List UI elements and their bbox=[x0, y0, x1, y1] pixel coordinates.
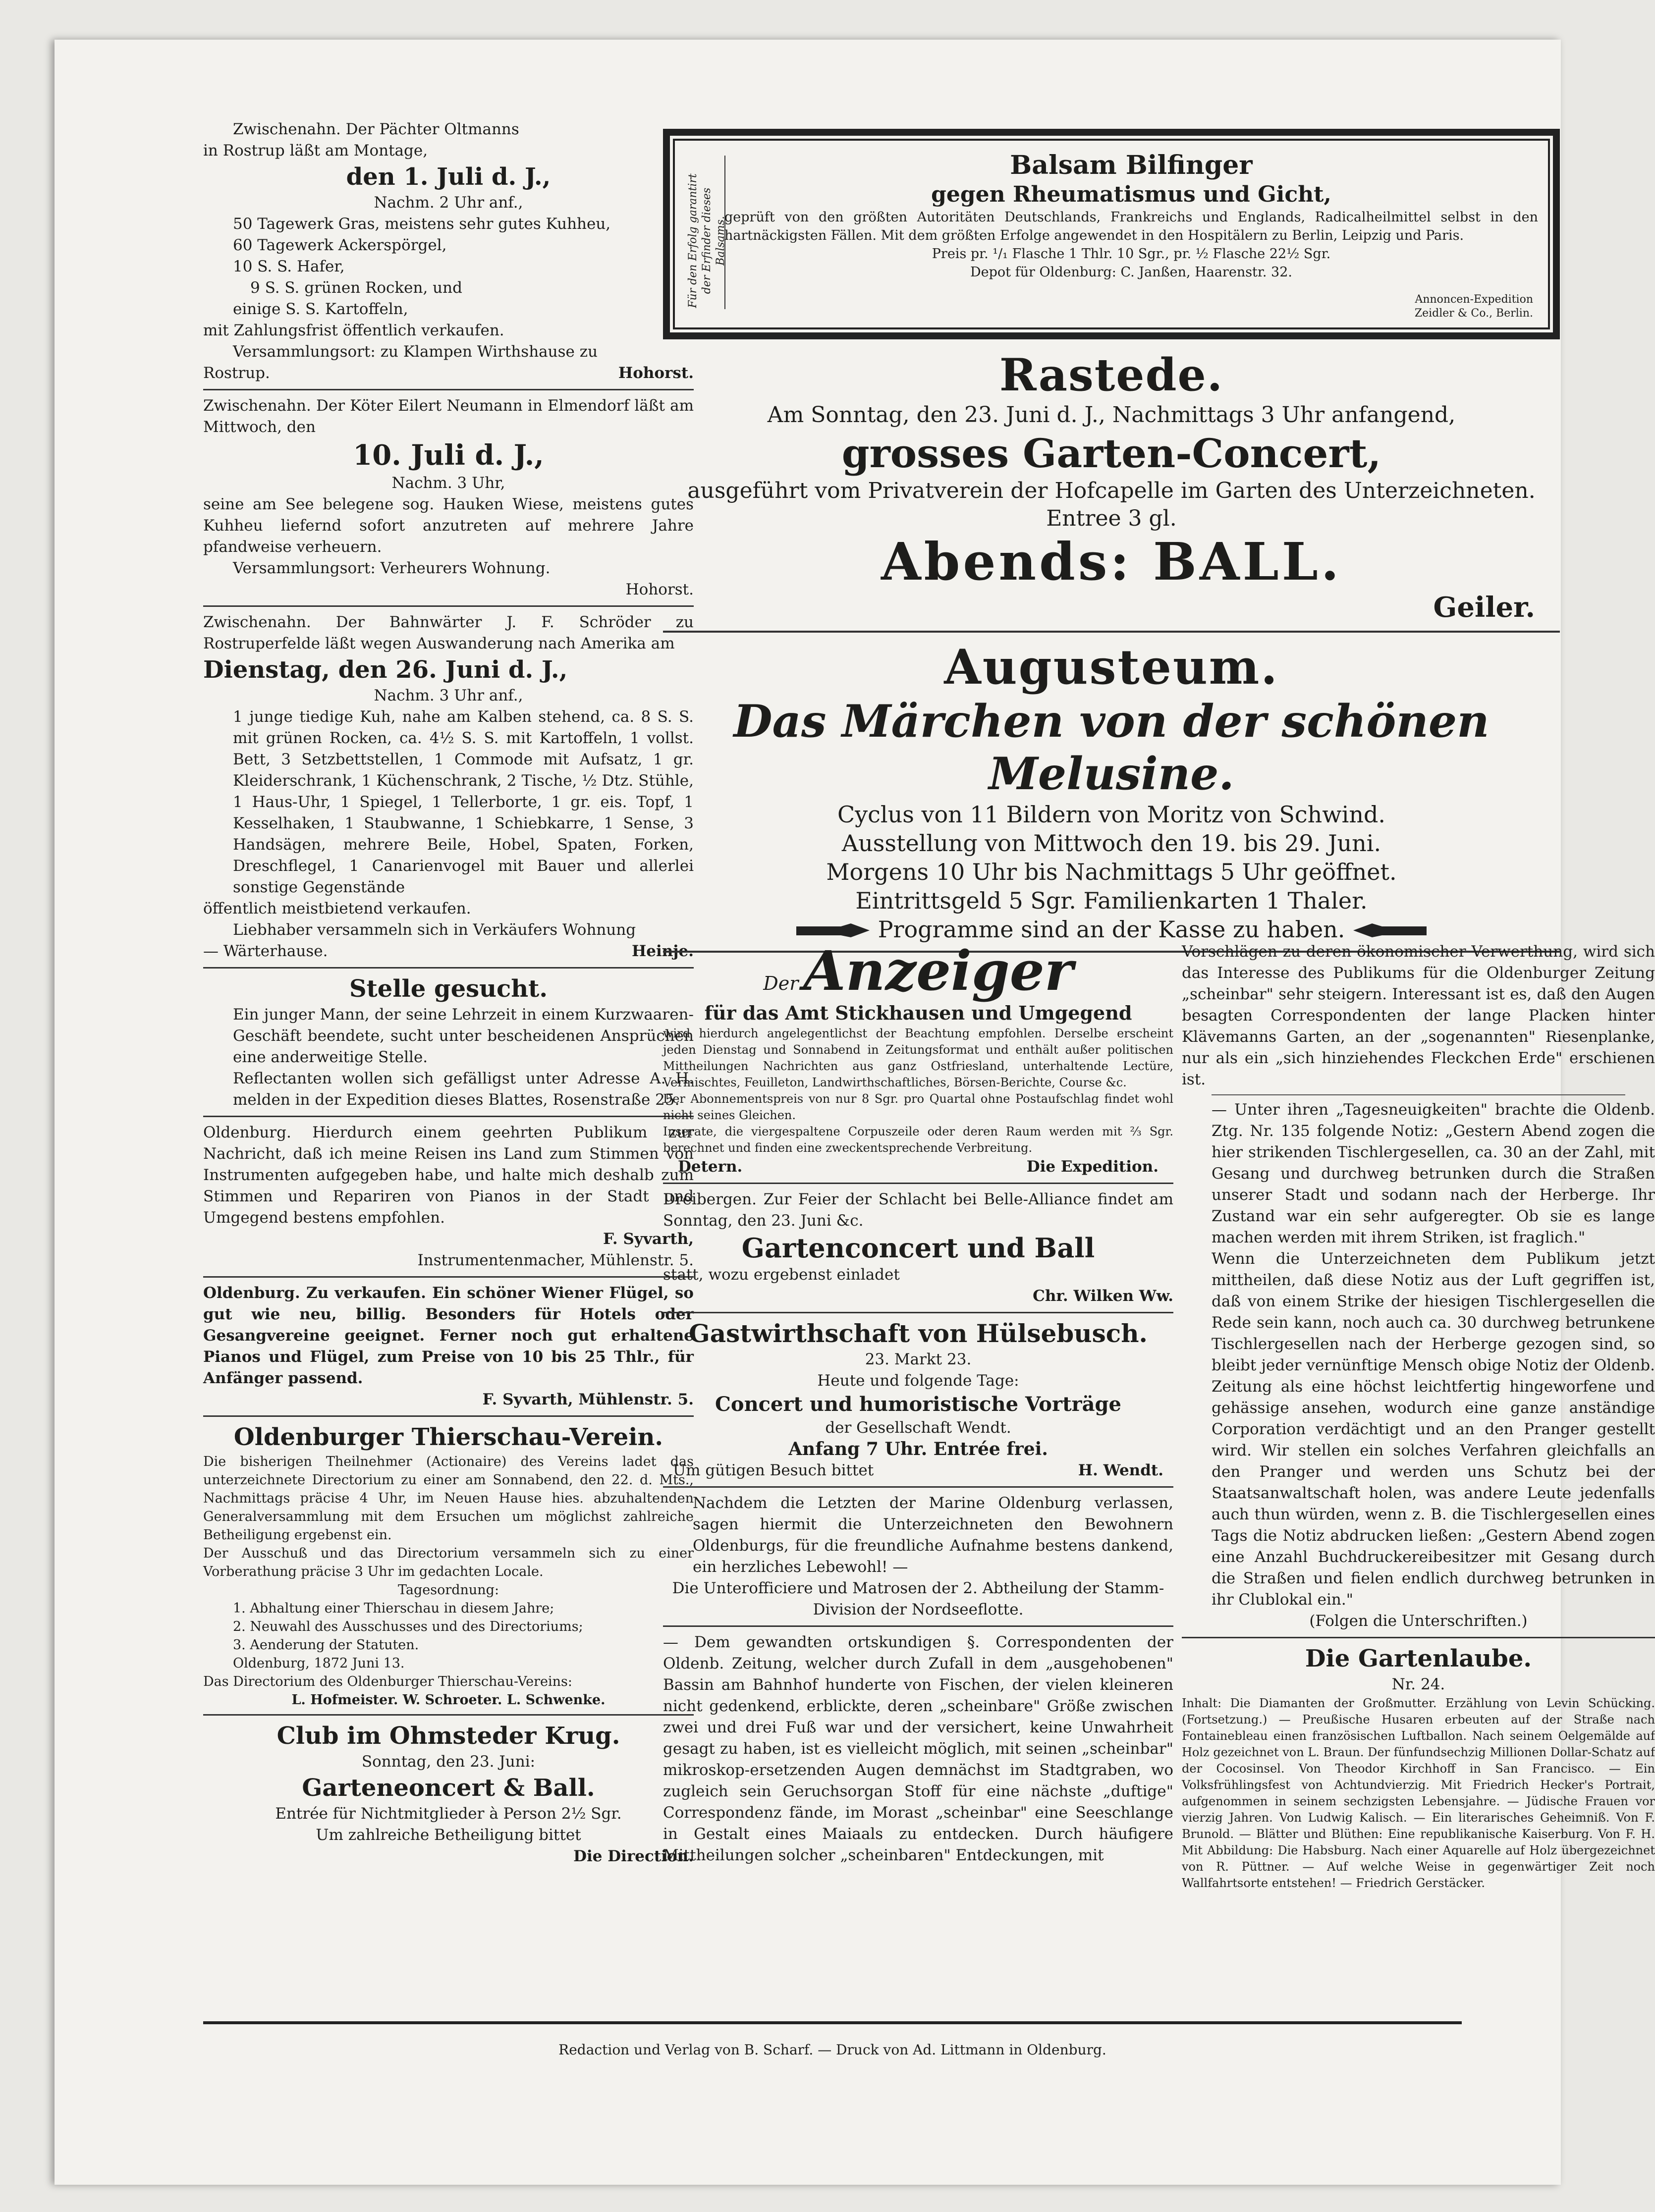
piano-tuner bbox=[203, 1122, 694, 1271]
signature: F. Syvarth, Mühlenstr. 5. bbox=[482, 1391, 694, 1408]
signature: Chr. Wilken Ww. bbox=[1033, 1287, 1173, 1305]
concert-title: grosses Garten-Concert, bbox=[841, 430, 1381, 477]
right-column bbox=[1182, 941, 1655, 1891]
text-body: Inserate, die viergespaltene Corpuszeile oder deren Raum werden mit ⅔ Sgr. berechnet und finden eine zweckentsprechende Verbreitung. bbox=[663, 1125, 1173, 1155]
item-list: 1 junge tiedige Kuh, nahe am Kalben stehend, ca. 8 S. S. mit grünen Rocken, ca. 4½ S. S. mit Kartoffeln, 1 vollst. Bett, 3 Setzbettstellen, 1 Commode mit Aufsatz, 1 gr. Kleiderschrank, 1 Küchenschrank, 2 Tische, ½ Dtz. Stühle, 1 Haus-Uhr, 1 Spiegel, 1 Tellerborte, 1 gr. eis. Topf, 1 Kesselhaken, 1 Staubwanne, 1 Schiebkarre, 1 Sense, 3 Handsägen, mehrere Beile, Hobel, Spaten, Forken, Dreschflegel, 1 Canarienvogel mit Bauer und allerlei sonstige Gegenstände bbox=[233, 708, 694, 896]
text-line: Zwischenahn. Der Pächter Oltmanns bbox=[233, 120, 519, 138]
footer-rule bbox=[203, 2021, 1462, 2024]
signature: H. Wendt. bbox=[1078, 1461, 1163, 1479]
augusteum-ad bbox=[663, 640, 1560, 944]
footer bbox=[203, 2021, 1462, 2060]
notice-text: — Unter ihren „Tagesneuigkeiten" brachte die Oldenb. Ztg. Nr. 135 folgende Notiz: „Gestern Abend zogen die hier strikenden Tischlergesellen, ca. 30 an der Zahl, mit Gesang und durchweg betrunken durch die Straßen unserer Stadt und sodann nach der Herberge. Ihr Zustand war ein sehr aufgeregter. Ob sie es lange machen werden mit ihrem Striken, ist fraglich." bbox=[1212, 1101, 1655, 1246]
item: 10 S. S. Hafer, bbox=[233, 258, 345, 275]
agenda-item: 3. Aenderung der Statuten. bbox=[233, 1637, 419, 1653]
auction-neumann bbox=[203, 395, 694, 600]
newspaper-page bbox=[55, 40, 1655, 2185]
middle-column bbox=[663, 941, 1173, 1866]
sign-line bbox=[663, 1156, 1173, 1178]
entree: Entree 3 gl. bbox=[1046, 506, 1177, 531]
issue-number: Nr. 24. bbox=[1391, 1675, 1445, 1693]
sign-line bbox=[203, 363, 694, 384]
rastede-ad bbox=[663, 349, 1560, 624]
separator bbox=[203, 1276, 694, 1278]
text-body: geprüft von den größten Autoritäten Deutschlands, Frankreichs und Englands, Radicalheilmittel selbst in den hartnäckigsten Fällen. Mit dem größten Erfolge angewendet in den Hospitälern zu Berlin, Leipzig und Paris. bbox=[724, 210, 1538, 243]
date-line: Oldenburg, 1872 Juni 13. bbox=[233, 1656, 405, 1671]
separator bbox=[203, 1415, 694, 1417]
separator bbox=[203, 389, 694, 390]
balsam-ad-box bbox=[663, 129, 1560, 339]
marine-farewell bbox=[663, 1493, 1173, 1620]
ball-title: Abends: BALL. bbox=[881, 531, 1342, 592]
auction-time: Nachm. 3 Uhr anf., bbox=[374, 687, 523, 704]
text-line: ausgeführt vom Privatverein der Hofcapelle im Garten des Unterzeichneten. bbox=[687, 478, 1536, 503]
separator bbox=[663, 1486, 1173, 1488]
text-line: Versammlungsort: zu Klampen Wirthshause zu bbox=[233, 343, 598, 361]
auction-time: Nachm. 3 Uhr, bbox=[391, 474, 505, 492]
ad-title: Augusteum. bbox=[944, 639, 1279, 695]
belle-alliance-ad bbox=[663, 1189, 1173, 1307]
signature: Die Expedition. bbox=[1026, 1158, 1158, 1176]
separator bbox=[1182, 1637, 1655, 1638]
piano-sale bbox=[203, 1283, 694, 1410]
auction-date: Dienstag, den 26. Juni d. J., bbox=[203, 656, 568, 684]
text-line: statt, wozu ergebenst einladet bbox=[663, 1266, 900, 1284]
signature: Geiler. bbox=[1433, 591, 1535, 624]
separator bbox=[663, 1183, 1173, 1184]
text-body: Nachdem die Letzten der Marine Oldenburg verlassen, sagen hiermit die Unterzeichneten den Bewohnern Oldenburgs, für die freundliche Aufnahme bestens dankend, ein herzliches Lebewohl! — bbox=[693, 1494, 1173, 1576]
ad-title: Gastwirthschaft von Hülsebusch. bbox=[689, 1319, 1148, 1348]
anzeiger-der: Der bbox=[763, 972, 799, 994]
event-title: Concert und humoristische Vorträge bbox=[715, 1393, 1121, 1416]
subtitle: Sonntag, den 23. Juni: bbox=[361, 1753, 536, 1771]
auction-time: Nachm. 2 Uhr anf., bbox=[374, 194, 523, 212]
imprint: Redaction und Verlag von B. Scharf. — Druck von Ad. Littmann in Oldenburg. bbox=[558, 2042, 1106, 2058]
text-body: Ein junger Mann, der seine Lehrzeit in einem Kurzwaaren-Geschäft beendete, sucht unter bescheidenen Ansprüchen eine anderweitige Stelle. bbox=[233, 1006, 694, 1066]
signature: Hohorst. bbox=[618, 364, 694, 382]
signature: Hohorst. bbox=[625, 581, 694, 598]
event-title: Gartenconcert und Ball bbox=[741, 1232, 1095, 1264]
text-line: Liebhaber versammeln sich in Verkäufers Wohnung bbox=[233, 921, 636, 939]
article-text: Vorschlägen zu deren ökonomischer Verwerthung, wird sich das Interesse des Publikums für die Oldenburger Zeitung „scheinbar" sehr steigern. Interessant ist es, daß den Augen besagten Correspondenten der lange Placken hinter Klävemanns Garten, an der „sogenannten" Riesenplanke, nur als ein „sich hinziehendes Fleckchen Erde" erschienen ist. bbox=[1182, 943, 1655, 1088]
signature-detail: Instrumentenmacher, Mühlenstr. 5. bbox=[417, 1251, 694, 1269]
text-line: der Gesellschaft Wendt. bbox=[825, 1419, 1011, 1437]
text-body: Dreibergen. Zur Feier der Schlacht bei Belle-Alliance findet am Sonntag, den 23. Juni &c. bbox=[663, 1190, 1173, 1230]
text-body: Die bisherigen Theilnehmer (Actionaire) des Vereins ladet das unterzeichnete Directorium zu einer am Sonnabend, den 22. d. Mts., Nachmittags präcise 4 Uhr, im Neuen Hause hies. abzuhaltenden Generalversammlung mit dem Ersuchen um möglichst zahlreiche Betheiligung ergebenst ein. bbox=[203, 1454, 694, 1543]
text-body: Reflectanten wollen sich gefälligst unter Adresse A. H. melden in der Expedition dieses Blattes, Rosenstraße 25. bbox=[233, 1070, 694, 1109]
balsam-side-note bbox=[687, 156, 727, 309]
ad-title: Oldenburger Thierschau-Verein. bbox=[233, 1423, 663, 1451]
text-line: öffentlich meistbietend verkaufen. bbox=[203, 900, 471, 917]
price: Preis pr. ¹/₁ Flasche 1 Thlr. 10 Sgr., pr. ½ Flasche 22½ Sgr. bbox=[932, 246, 1331, 262]
separator bbox=[1212, 1094, 1625, 1095]
pointing-hand-right-icon bbox=[796, 922, 871, 940]
agency-line: Zeidler & Co., Berlin. bbox=[1414, 307, 1533, 320]
signature: Heinje. bbox=[631, 942, 694, 960]
text-line: Um zahlreiche Betheiligung bittet bbox=[316, 1826, 581, 1844]
text-body: seine am See belegene sog. Hauken Wiese, meistens gutes Kuhheu liefernd sofort anzutreten auf mehrere Jahre pfandweise verheuern. bbox=[203, 495, 694, 556]
text-body: Der Abonnementspreis von nur 8 Sgr. pro Quartal ohne Postaufschlag findet wohl nicht seines Gleichen. bbox=[663, 1092, 1173, 1122]
text-line: Morgens 10 Uhr bis Nachmittags 5 Uhr geöffnet. bbox=[826, 859, 1397, 885]
auction-schroeder bbox=[203, 612, 694, 962]
balsam-ad-content bbox=[724, 150, 1538, 281]
place: Rostrup. bbox=[203, 364, 270, 382]
exhibition-title: Das Märchen von der schönen Melusine. bbox=[733, 695, 1490, 800]
text-line: mit Zahlungsfrist öffentlich verkaufen. bbox=[203, 322, 504, 339]
agency-line: Annoncen-Expedition bbox=[1415, 293, 1533, 306]
text-body: Zwischenahn. Der Köter Eilert Neumann in Elmendorf läßt am Mittwoch, den bbox=[203, 397, 694, 436]
subtitle: 23. Markt 23. bbox=[865, 1350, 972, 1368]
text-body: wird hierdurch angelegentlichst der Beachtung empfohlen. Derselbe erscheint jeden Dienstag und Sonnabend in Zeitungsformat und enthält außer politischen Mittheilungen Nachrichten aus ganz Ostfriesland, unterhaltende Lectüre, Vermischtes, Feuilleton, Landwirthschaftliches, Börsen-Berichte, Course &c. bbox=[663, 1026, 1173, 1089]
signature: Die Unterofficiere und Matrosen der 2. Abtheilung der Stamm-Division der Nordseeflotte. bbox=[672, 1579, 1164, 1619]
text-body: Inhalt: Die Diamanten der Großmutter. Erzählung von Levin Schücking. (Fortsetzung.) — Preußische Husaren erbeuten auf der Straße nach Fontainebleau einen französischen Luftballon. Nach seinem Oelgemälde auf Holz gezeichnet von L. Braun. Der fünfundsechzig Millionen Dollar-Schatz auf der Cocosinsel. Von Theodor Kirchhoff in San Francisco. — Ein Volksfrühlingsfest von Achtundvierzig. Mit Friedrich Hecker's Portrait, aufgenommen in seinem sechzigsten Lebensjahre. — Jüdische Frauen vor vierzig Jahren. Von Ludwig Kalisch. — Ein literarisches Geheimniß. Von F. Brunold. — Blätter und Blüthen: Eine republikanische Kaiserburg. Von F. H. Mit Abbildung: Die Habsburg. Nach einer Aquarelle auf Holz übergezeichnet von R. Püttner. — Auf welche Weise in gegenwärtiger Zeit noch Wallfahrtsorte entstehen! — Friedrich Gerstäcker. bbox=[1182, 1696, 1655, 1890]
ad-title: Stelle gesucht. bbox=[349, 975, 548, 1003]
job-wanted bbox=[203, 973, 694, 1111]
separator bbox=[203, 967, 694, 969]
top-right-section bbox=[663, 129, 1560, 960]
event-title: Garteneoncert & Ball. bbox=[302, 1774, 595, 1802]
text-line: Um gütigen Besuch bittet bbox=[673, 1461, 874, 1479]
auction-oltmanns bbox=[203, 119, 694, 384]
text-line: Das Directorium des Oldenburger Thierschau-Vereins: bbox=[203, 1674, 572, 1689]
separator bbox=[663, 1625, 1173, 1627]
place: Detern. bbox=[678, 1158, 743, 1176]
agency-note bbox=[1415, 293, 1533, 321]
agenda-title: Tagesordnung: bbox=[397, 1582, 499, 1598]
text-line: in Rostrup läßt am Montage, bbox=[203, 142, 428, 160]
text-line: Am Sonntag, den 23. Juni d. J., Nachmittags 3 Uhr anfangend, bbox=[767, 402, 1456, 428]
separator bbox=[663, 1312, 1173, 1313]
notice-text: Wenn die Unterzeichneten dem Publikum jetzt mittheilen, daß diese Notiz aus der Luft gegriffen ist, daß von einem Strike der hiesigen Tischlergesellen die Rede sein kann, noch auch ca. 30 durchweg betrunkene Tischlergesellen nach der Herberge gezogen sind, so bleibt jeder vernünftige Mensch obige Notiz der Oldenb. Zeitung als eine höchst leichtfertig hingeworfene und gehässige ansehen, wodurch eine ganze anständige Corporation verdächtigt und an den Pranger gestellt wird. Wir stellen ein solches Verfahren gleichfalls an den Pranger und werden uns Schutz bei der Staatsanwaltschaft holen, was andere Leute jedenfalls auch thun würden, wenn z. B. die Tischlergesellen eines Tags die Notiz abdrucken ließen: „Gestern Abend zogen eine Anzahl Buchdruckereibesitzer mit Gesang durch die Straßen und fielen endlich durchweg betrunken in ihr Clublokal ein." bbox=[1212, 1250, 1655, 1609]
text-line: Versammlungsort: Verheurers Wohnung. bbox=[233, 559, 551, 577]
anzeiger-ad bbox=[663, 941, 1173, 1178]
ad-title: Die Gartenlaube. bbox=[1305, 1645, 1532, 1672]
signature: Die Direction. bbox=[573, 1847, 694, 1865]
sign-line bbox=[663, 1460, 1173, 1481]
left-column bbox=[203, 119, 694, 1867]
text-body: Der Ausschuß und das Directorium versammeln sich zu einer Vorberathung präcise 3 Uhr im gedachten Locale. bbox=[203, 1546, 694, 1579]
article-correspondent bbox=[663, 1632, 1173, 1866]
separator bbox=[203, 605, 694, 607]
text-line: Entrée für Nichtmitglieder à Person 2½ Sgr. bbox=[275, 1805, 622, 1823]
club-ohmsteder bbox=[203, 1721, 694, 1867]
sign-line bbox=[203, 941, 694, 962]
text-line: Eintrittsgeld 5 Sgr. Familienkarten 1 Thaler. bbox=[855, 887, 1368, 914]
gartenlaube-ad bbox=[1182, 1643, 1655, 1891]
huelsebusch-ad bbox=[663, 1318, 1173, 1481]
agenda-item: 1. Abhaltung einer Thierschau in diesem Jahre; bbox=[233, 1601, 554, 1616]
separator bbox=[663, 631, 1560, 633]
place: — Wärterhause. bbox=[203, 942, 328, 960]
thierschau-verein bbox=[203, 1422, 694, 1709]
depot: Depot für Oldenburg: C. Janßen, Haarenstr. 32. bbox=[970, 265, 1292, 280]
programme-text: Programme sind an der Kasse zu haben. bbox=[878, 916, 1345, 943]
ad-title: Club im Ohmsteder Krug. bbox=[276, 1722, 620, 1750]
text-body: Oldenburg. Hierdurch einem geehrten Publikum zur Nachricht, daß ich meine Reisen ins Land zum Stimmen von Instrumenten aufgegeben habe, und halte mich deshalb zum Stimmen und Repariren von Pianos in der Stadt und Umgegend bestens empfohlen. bbox=[203, 1124, 694, 1227]
start-time: Anfang 7 Uhr. Entrée frei. bbox=[788, 1439, 1048, 1459]
subtitle: für das Amt Stickhausen und Umgegend bbox=[704, 1002, 1132, 1024]
ad-title: Balsam Bilfinger bbox=[1010, 150, 1253, 180]
programme-line bbox=[663, 915, 1560, 944]
agenda-item: 2. Neuwahl des Ausschusses und des Directoriums; bbox=[233, 1619, 583, 1634]
text-body: Oldenburg. Zu verkaufen. Ein schöner Wiener Flügel, so gut wie neu, billig. Besonders für Hotels oder Gesangvereine geeignet. Ferner noch gut erhaltene Pianos und Flügel, zum Preise von 10 bis 25 Thlr., für Anfänger passend. bbox=[203, 1284, 694, 1387]
ad-title: Rastede. bbox=[999, 349, 1224, 401]
separator bbox=[203, 1116, 694, 1117]
signature: F. Syvarth, bbox=[603, 1230, 694, 1248]
signatures: L. Hofmeister. W. Schroeter. L. Schwenke. bbox=[291, 1692, 606, 1708]
text-line: Ausstellung von Mittwoch den 19. bis 29. Juni. bbox=[841, 830, 1381, 857]
ad-subtitle: gegen Rheumatismus und Gicht, bbox=[931, 182, 1331, 207]
item: einige S. S. Kartoffeln, bbox=[233, 300, 408, 318]
auction-date: den 1. Juli d. J., bbox=[346, 163, 551, 191]
item: 50 Tagewerk Gras, meistens sehr gutes Kuhheu, bbox=[233, 215, 611, 233]
auction-date: 10. Juli d. J., bbox=[353, 439, 544, 472]
item: 60 Tagewerk Ackerspörgel, bbox=[233, 236, 447, 254]
text-line: (Folgen die Unterschriften.) bbox=[1309, 1612, 1528, 1630]
text-line: Cyclus von 11 Bildern von Moritz von Schwind. bbox=[837, 801, 1386, 828]
separator bbox=[203, 1714, 694, 1716]
article-text: — Dem gewandten ortskundigen §. Correspondenten der Oldenb. Zeitung, welcher durch Zufall in dem „ausgehobenen" Bassin am Bahnhof hunderte von Fischen, der vielen kleineren nicht gedenkend, erblickte, deren „scheinbare" Größe zwischen zwei und drei Fuß war und der versichert, keine Unwahrheit gesagt zu haben, ist es vielleicht möglich, mit seinen „scheinbar" mikroskop-ersetzenden Augen demnächst im Stadtgraben, wo zugleich sein Geruchsorgan Stoff für eine nächste „duftige" Correspondenz fände, im Morast „scheinbar" eine Seeschlange in Gestalt eines Maiaals zu entdecken. Durch häufigere Mittheilungen solcher „scheinbaren" Entdeckungen, mit bbox=[663, 1633, 1173, 1864]
text-line: Heute und folgende Tage: bbox=[817, 1372, 1019, 1390]
pointing-hand-left-icon bbox=[1352, 922, 1427, 940]
item: 9 S. S. grünen Rocken, und bbox=[250, 279, 462, 297]
side-text: Für den Erfolg garantirt der Erfinder dieses Balsams. bbox=[687, 173, 727, 308]
text-body: Zwischenahn. Der Bahnwärter J. F. Schröder zu Rostruperfelde läßt wegen Auswanderung nach Amerika am bbox=[203, 613, 694, 652]
anzeiger-title: Anzeiger bbox=[803, 939, 1073, 1003]
